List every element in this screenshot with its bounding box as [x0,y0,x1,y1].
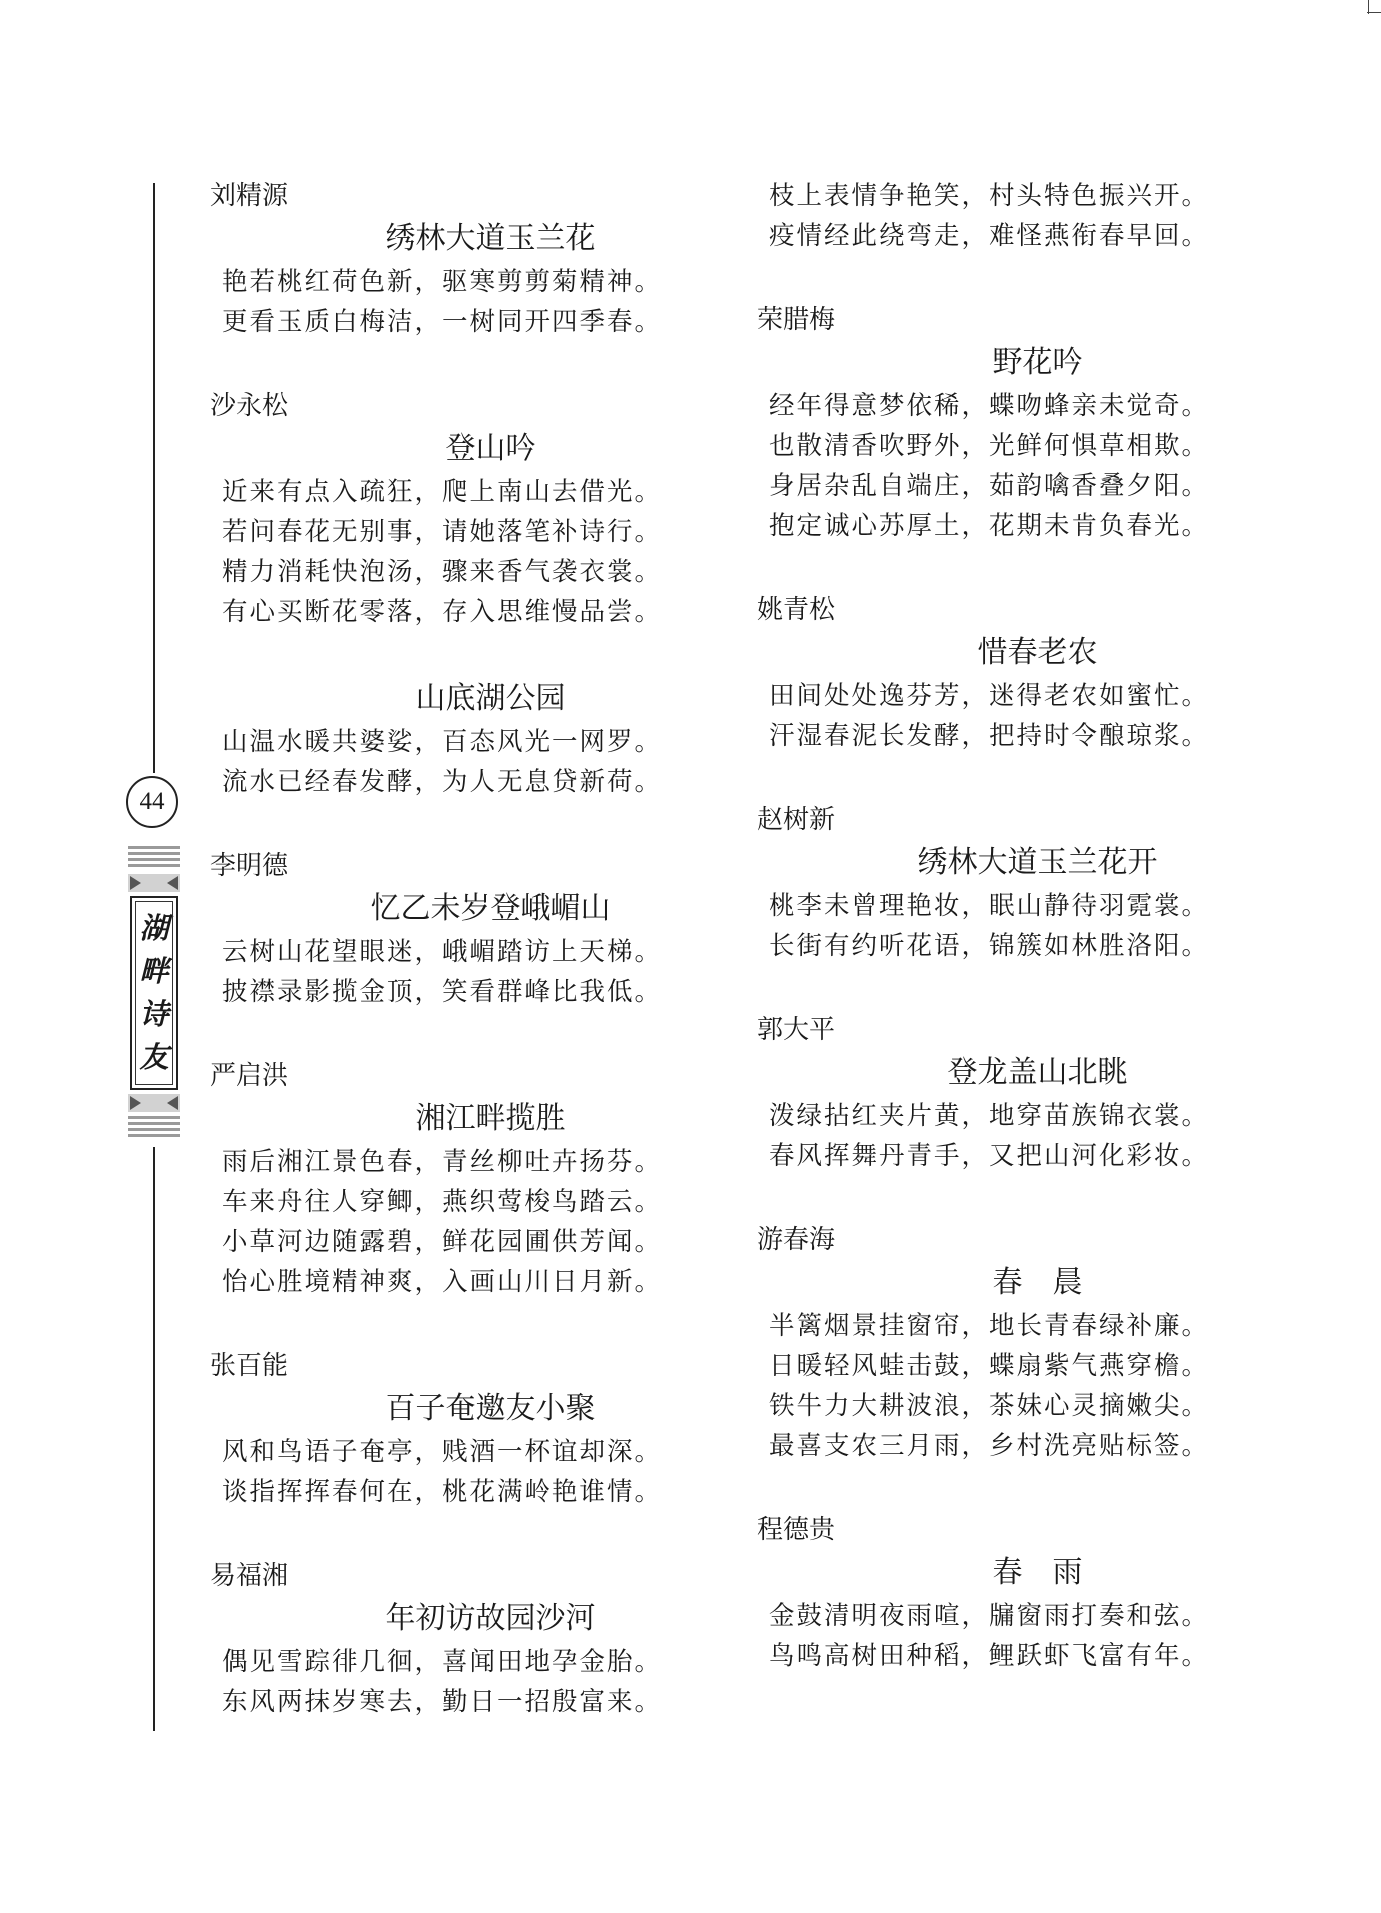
badge-title-box [130,896,178,1090]
badge-top-cap [128,874,180,892]
poem-title: 湘江畔揽胜 [415,1101,566,1136]
poem-line: 金鼓清明夜雨喧，牖窗雨打奏和弦。 [769,1601,1210,1631]
poem-author: 张百能 [210,1351,289,1381]
poem-title: 惜春老农 [977,635,1098,670]
poem-title: 年初访故园沙河 [385,1601,596,1636]
poem-line: 抱定诚心苏厚土，花期未肯负春光。 [769,511,1210,541]
poem-line: 有心买断花零落，存入思维慢品尝。 [222,597,663,627]
badge-stripe [128,864,180,867]
chevron-right-icon [130,876,141,890]
poem-author: 荣腊梅 [757,305,836,335]
poem-line: 精力消耗快泡汤，骤来香气袭衣裳。 [222,557,663,587]
margin-rule-top [153,183,155,773]
poem-author: 程德贵 [757,1515,836,1545]
margin-rule-bottom [153,1147,155,1731]
poem-line: 枝上表情争艳笑，村头特色振兴开。 [769,181,1210,211]
poem-title: 登山吟 [445,431,536,466]
chevron-right-icon [130,1096,141,1110]
badge-char: 友 [139,1040,169,1074]
poem-title: 百子奄邀友小聚 [385,1391,596,1426]
section-badge [128,846,180,1140]
poem-line: 偶见雪踪徘几徊，喜闻田地孕金胎。 [222,1647,663,1677]
poem-line: 铁牛力大耕波浪，茶妹心灵摘嫩尖。 [769,1391,1210,1421]
poem-line: 云树山花望眼迷，峨嵋踏访上天梯。 [222,937,663,967]
badge-char: 畔 [139,954,169,988]
poem-title: 绣林大道玉兰花 [385,221,596,256]
poem-line: 春风挥舞丹青手，又把山河化彩妆。 [769,1141,1210,1171]
poem-title: 野花吟 [992,345,1083,380]
poem-line: 雨后湘江景色春，青丝柳吐卉扬芬。 [222,1147,663,1177]
poem-line: 身居杂乱自端庄，茹韵噙香叠夕阳。 [769,471,1210,501]
poem-line: 近来有点入疏狂，爬上南山去借光。 [222,477,663,507]
poem-line: 桃李未曾理艳妆，眠山静待羽霓裳。 [769,891,1210,921]
poem-author: 赵树新 [757,805,836,835]
left-column [210,176,755,1722]
badge-char: 湖 [139,911,169,945]
badge-char: 诗 [139,997,169,1031]
page-number: 44 [126,776,178,828]
badge-stripe [128,1134,180,1137]
badge-stripe [128,846,180,849]
poem-title: 忆乙未岁登峨嵋山 [370,891,611,926]
poem-line: 艳若桃红荷色新，驱寒剪剪菊精神。 [222,267,663,297]
poem-line: 车来舟往人穿鲫，燕织莺梭鸟踏云。 [222,1187,663,1217]
poem-author: 刘精源 [210,181,289,211]
badge-stripe [128,858,180,861]
poem-line: 风和鸟语子奄亭，贱酒一杯谊却深。 [222,1437,663,1467]
poem-line: 日暖轻风蛙击鼓，蝶扇紫气燕穿檐。 [769,1351,1210,1381]
poem-line: 东风两抹岁寒去，勤日一招殷富来。 [222,1687,663,1717]
poem-author: 李明德 [210,851,289,881]
right-column [757,176,1302,1676]
poem-line: 小草河边随露碧，鲜花园圃供芳闻。 [222,1227,663,1257]
poem-line: 若问春花无别事，请她落笔补诗行。 [222,517,663,547]
poem-line: 半篱烟景挂窗帘，地长青春绿补廉。 [769,1311,1210,1341]
chevron-left-icon [167,876,178,890]
chevron-left-icon [167,1096,178,1110]
badge-stripe [128,1128,180,1131]
poem-author: 姚青松 [757,595,836,625]
badge-stripe [128,1116,180,1119]
poem-line: 披襟录影揽金顶，笑看群峰比我低。 [222,977,663,1007]
poem-title: 绣林大道玉兰花开 [917,845,1158,880]
badge-stripe [128,1122,180,1125]
poem-line: 田间处处逸芬芳，迷得老农如蜜忙。 [769,681,1210,711]
crop-mark [1359,0,1381,22]
poem-line: 泼绿拈红夹片黄，地穿苗族锦衣裳。 [769,1101,1210,1131]
poem-line: 汗湿春泥长发酵，把持时令酿琼浆。 [769,721,1210,751]
poem-title: 春 晨 [992,1265,1083,1300]
poem-author: 郭大平 [757,1015,836,1045]
poem-line: 长街有约听花语，锦簇如林胜洛阳。 [769,931,1210,961]
poem-line: 山温水暖共婆娑，百态风光一网罗。 [222,727,663,757]
poem-line: 谈指挥挥春何在，桃花满岭艳谁情。 [222,1477,663,1507]
badge-stripe [128,852,180,855]
poem-title: 登龙盖山北眺 [947,1055,1128,1090]
poem-line: 疫情经此绕弯走，难怪燕衔春早回。 [769,221,1210,251]
poem-line: 流水已经春发酵，为人无息贷新荷。 [222,767,663,797]
poem-author: 严启洪 [210,1061,289,1091]
poem-author: 沙永松 [210,391,289,421]
poem-line: 鸟鸣高树田种稻，鲤跃虾飞富有年。 [769,1641,1210,1671]
poem-title: 山底湖公园 [415,681,566,716]
poem-line: 更看玉质白梅洁，一树同开四季春。 [222,307,663,337]
poem-title: 春 雨 [992,1555,1083,1590]
poem-author: 易福湘 [210,1561,289,1591]
poem-line: 怡心胜境精神爽，入画山川日月新。 [222,1267,663,1297]
poem-line: 最喜支农三月雨，乡村洗亮贴标签。 [769,1431,1210,1461]
badge-bottom-cap [128,1094,180,1112]
poem-author: 游春海 [757,1225,836,1255]
poem-line: 也散清香吹野外，光鲜何惧草相欺。 [769,431,1210,461]
poem-line: 经年得意梦依稀，蝶吻蜂亲未觉奇。 [769,391,1210,421]
